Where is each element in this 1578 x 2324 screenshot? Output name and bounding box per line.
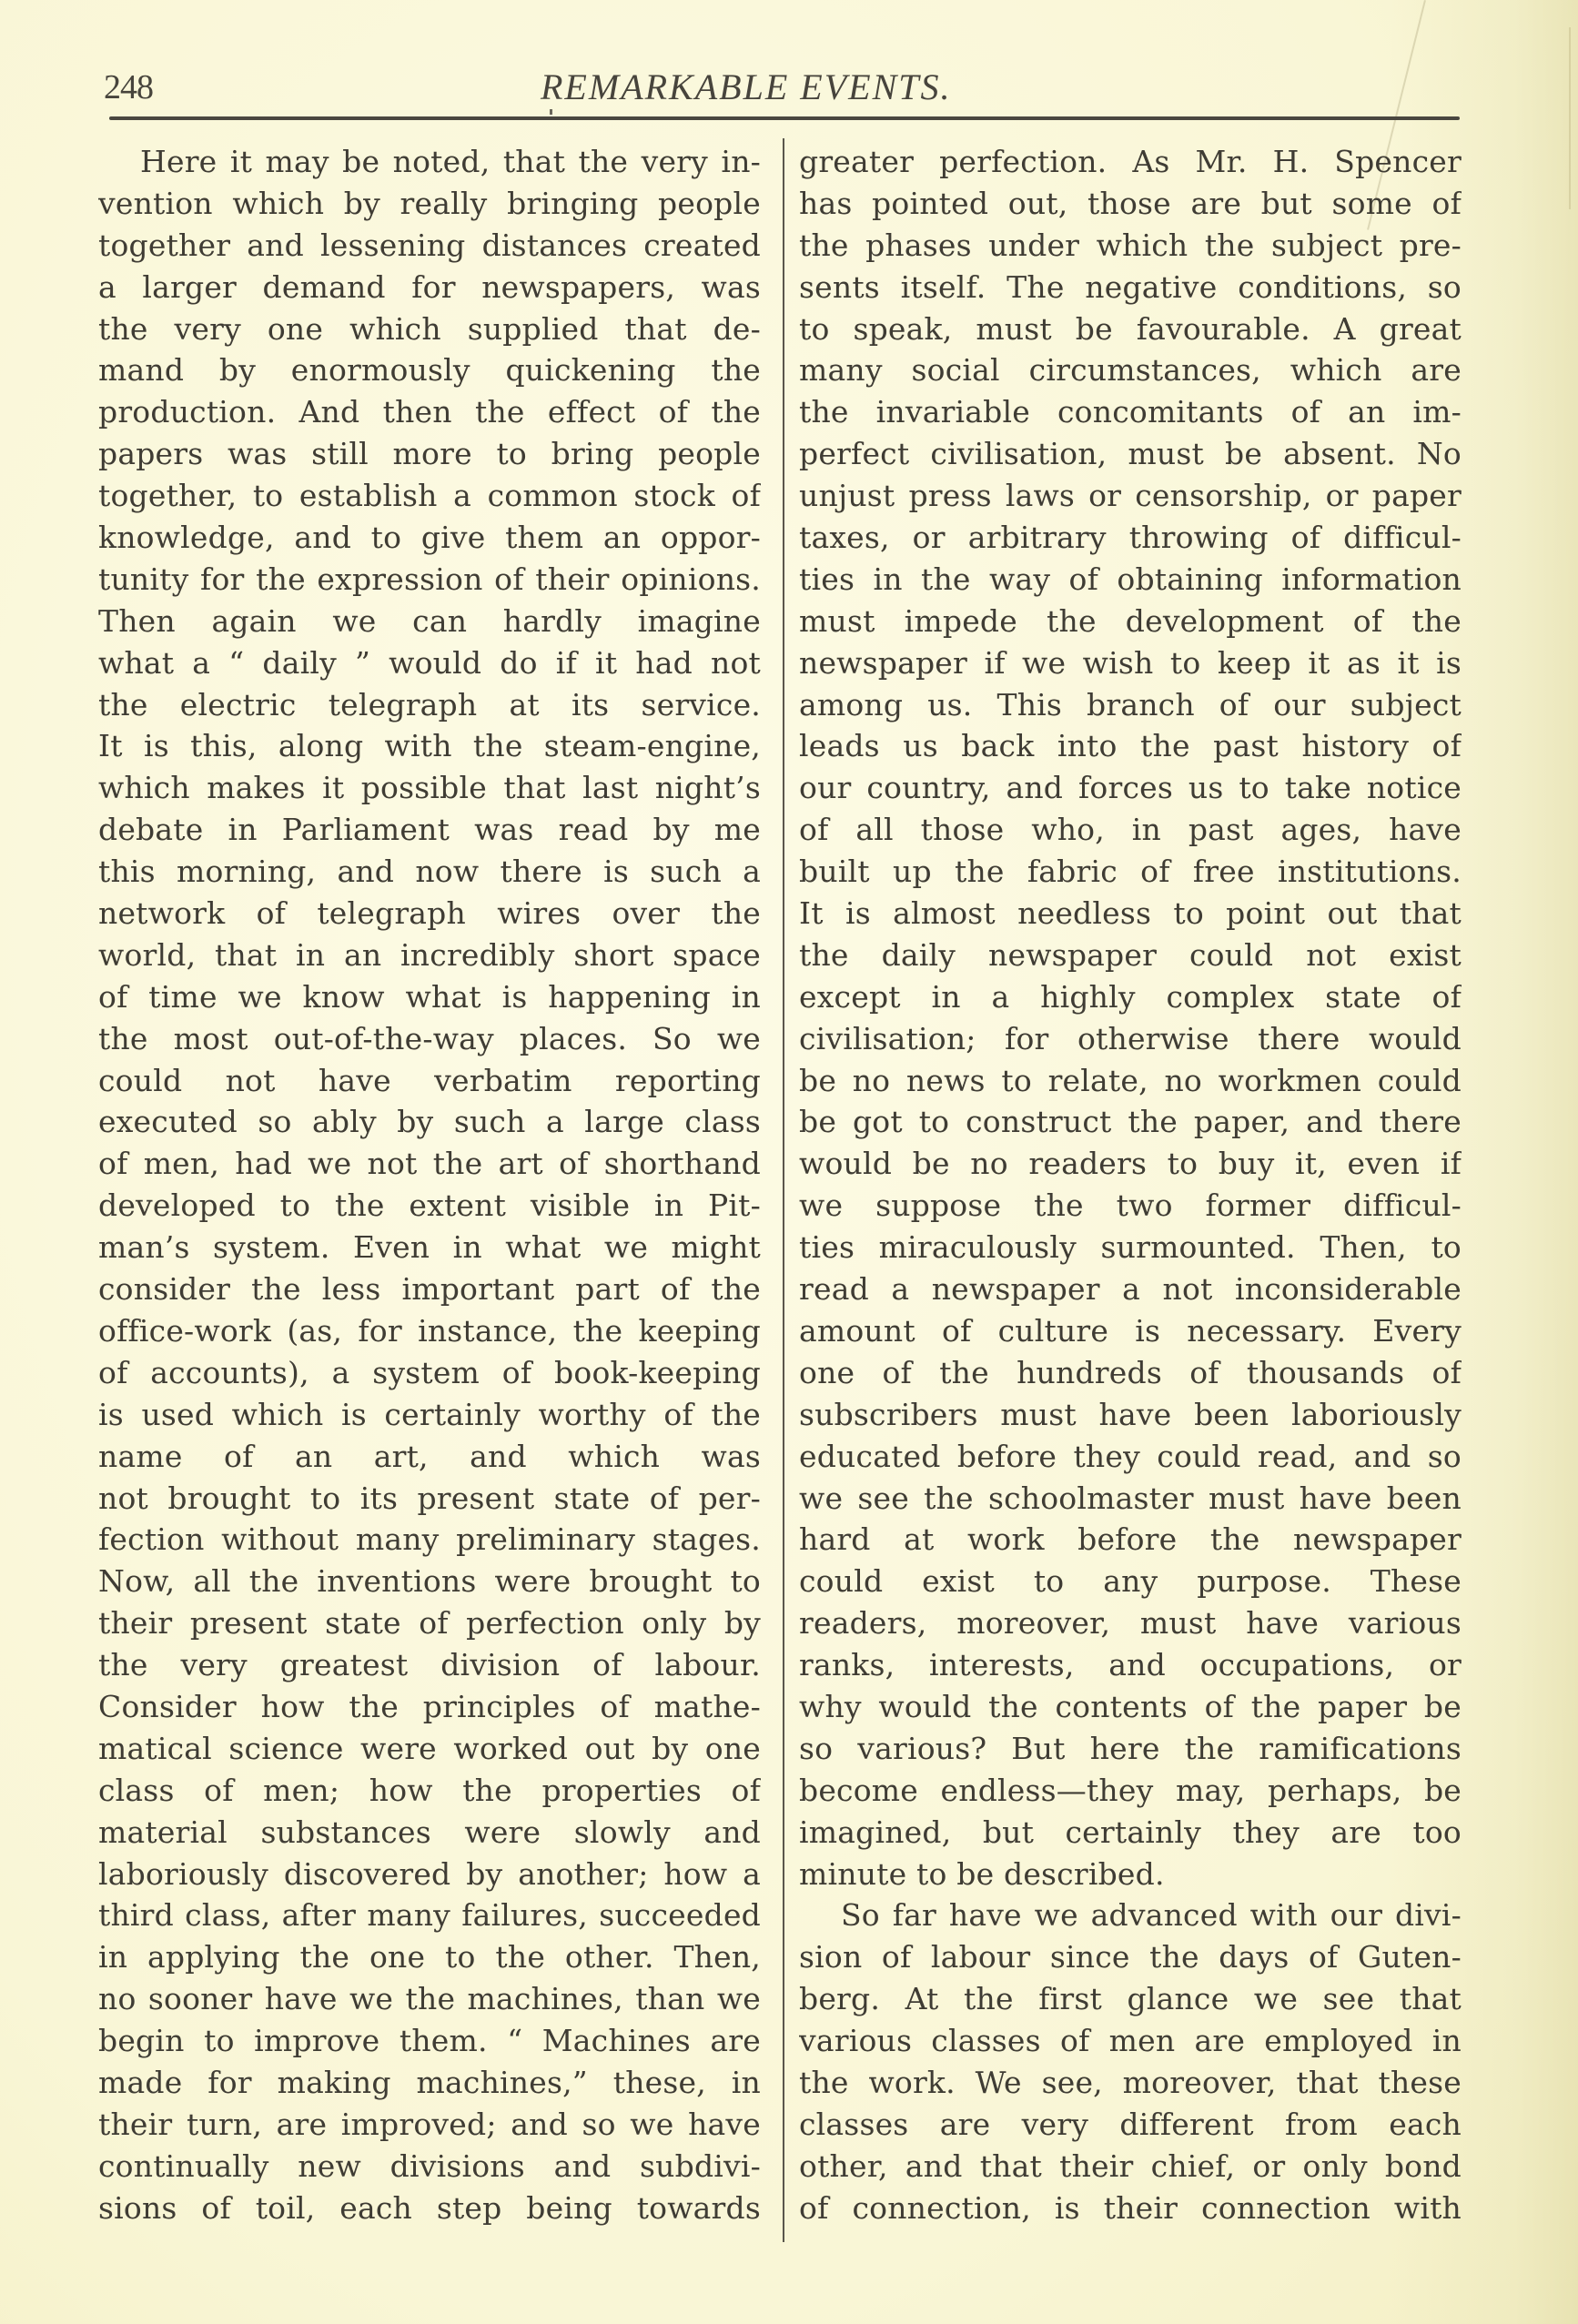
text-line	[799, 2020, 1462, 2062]
text-line-content: to speak, must be favourable. A great	[799, 310, 1462, 347]
text-line	[799, 1185, 1462, 1227]
text-line	[799, 1936, 1462, 1978]
text-line-content: mand by enormously quickening the	[98, 352, 761, 389]
text-line-content: amount of culture is necessary. Every	[799, 1312, 1462, 1349]
text-line-content: various classes of men are employed in	[799, 2023, 1462, 2059]
text-line-content: Then again we can hardly imagine	[98, 602, 761, 639]
left-column	[98, 141, 761, 2229]
text-line	[799, 642, 1462, 684]
running-title: REMARKABLE EVENTS.	[541, 66, 952, 107]
text-line	[98, 2104, 761, 2146]
text-line-content: so various? But here the ramifications	[799, 1730, 1462, 1766]
text-line	[799, 1018, 1462, 1060]
text-line	[799, 1561, 1462, 1602]
text-line-content: executed so ably by such a large class	[98, 1104, 761, 1140]
text-line	[799, 267, 1462, 308]
text-line-content: So far have we advanced with our divi-	[841, 1897, 1462, 1934]
text-line-content: sents itself. The negative conditions, so	[799, 268, 1462, 305]
text-line	[98, 2188, 761, 2229]
text-line-content: man’s system. Even in what we might	[98, 1229, 761, 1266]
text-line-content: our country, and forces us to take notice	[799, 770, 1462, 806]
text-line-content: their present state of perfection only by	[98, 1605, 761, 1642]
text-line	[799, 1854, 1462, 1895]
text-line-content: third class, after many failures, succeeded	[98, 1897, 761, 1934]
text-line	[799, 1770, 1462, 1812]
text-line	[98, 1602, 761, 1644]
text-line	[98, 1936, 761, 1978]
text-line	[799, 559, 1462, 601]
text-line-content: is used which is certainly worthy of the	[98, 1396, 761, 1432]
text-line-content: educated before they could read, and so	[799, 1438, 1462, 1474]
text-line-content: we see the schoolmaster must have been	[799, 1480, 1462, 1516]
text-line	[98, 2020, 761, 2062]
text-line-content: read a newspaper a not inconsiderable	[799, 1271, 1462, 1308]
text-line	[799, 2188, 1462, 2229]
text-line	[98, 684, 761, 726]
text-line-content: the very greatest division of labour.	[98, 1647, 761, 1683]
text-line	[799, 1268, 1462, 1310]
text-line-content: developed to the extent visible in Pit-	[98, 1187, 761, 1224]
text-line-content: would be no readers to buy it, even if	[799, 1146, 1462, 1182]
text-line	[799, 1060, 1462, 1102]
text-line-content: berg. At the first glance we see that	[799, 1981, 1462, 2017]
text-line	[98, 1436, 761, 1478]
text-line	[98, 642, 761, 684]
text-line	[98, 475, 761, 517]
text-line	[98, 1478, 761, 1520]
text-line-content: Now, all the inventions were brought to	[98, 1563, 761, 1600]
text-line-content: which makes it possible that last night’s	[98, 770, 761, 806]
text-line	[799, 1227, 1462, 1268]
text-line-content: except in a highly complex state of	[799, 978, 1462, 1015]
text-line	[98, 183, 761, 225]
text-line-content: taxes, or arbitrary throwing of difficul-	[799, 520, 1462, 556]
page-number: 248	[104, 68, 153, 106]
text-line	[799, 433, 1462, 475]
text-line	[98, 1519, 761, 1561]
text-line	[98, 1185, 761, 1227]
text-line	[98, 225, 761, 267]
text-line-content: tunity for the expression of their opinions.	[98, 561, 761, 597]
text-line-content: network of telegraph wires over the	[98, 895, 761, 932]
text-line	[98, 1310, 761, 1352]
text-line	[799, 183, 1462, 225]
text-line	[98, 1978, 761, 2020]
text-line-content: debate in Parliament was read by me	[98, 812, 761, 848]
text-line	[799, 1143, 1462, 1185]
text-line-content: in applying the one to the other. Then,	[98, 1939, 761, 1975]
text-line	[98, 1728, 761, 1770]
text-line	[98, 935, 761, 976]
text-line	[98, 2062, 761, 2104]
text-line	[98, 1060, 761, 1102]
text-line	[799, 1352, 1462, 1394]
text-line	[799, 1978, 1462, 2020]
text-line-content: not brought to its present state of per-	[98, 1480, 761, 1516]
text-line	[98, 1143, 761, 1185]
text-line	[799, 767, 1462, 809]
text-line	[799, 1310, 1462, 1352]
text-line-content: among us. This branch of our subject	[799, 686, 1462, 722]
text-line	[799, 1602, 1462, 1644]
text-line-content: the daily newspaper could not exist	[799, 936, 1462, 973]
text-line-content: unjust press laws or censorship, or paper	[799, 478, 1462, 514]
text-line	[799, 2062, 1462, 2104]
text-line-content: made for making machines,” these, in	[98, 2064, 761, 2100]
text-line	[799, 475, 1462, 517]
text-line-content: together and lessening distances created	[98, 227, 761, 263]
text-line-content: name of an art, and which was	[98, 1438, 761, 1474]
page-header	[0, 56, 1578, 111]
text-line-content: office-work (as, for instance, the keeping	[98, 1312, 761, 1349]
text-line	[98, 725, 761, 767]
text-line-content: a larger demand for newspapers, was	[98, 268, 761, 305]
text-line	[799, 225, 1462, 267]
text-line	[799, 1519, 1462, 1561]
text-line	[799, 1644, 1462, 1686]
text-line	[799, 1101, 1462, 1143]
text-line-content: world, that in an incredibly short space	[98, 936, 761, 973]
text-line	[98, 1018, 761, 1060]
text-line	[799, 809, 1462, 851]
text-line-content: of men, had we not the art of shorthand	[98, 1146, 761, 1182]
text-line-content: of all those who, in past ages, have	[799, 812, 1462, 848]
text-line	[799, 349, 1462, 391]
text-line	[799, 1436, 1462, 1478]
text-line	[98, 559, 761, 601]
text-line	[98, 433, 761, 475]
text-line	[98, 1394, 761, 1436]
text-line	[98, 767, 761, 809]
text-line	[799, 1478, 1462, 1520]
text-line	[799, 391, 1462, 433]
text-line-content: greater perfection. As Mr. H. Spencer	[799, 144, 1462, 179]
text-line-content: together, to establish a common stock of	[98, 478, 761, 514]
text-line-content: of time we know what is happening in	[98, 978, 761, 1015]
text-line-content: built up the fabric of free institutions.	[799, 854, 1462, 890]
text-line	[799, 935, 1462, 976]
text-line-content: Consider how the principles of mathe-	[98, 1688, 761, 1724]
text-line	[799, 308, 1462, 350]
text-line-content: subscribers must have been laboriously	[799, 1396, 1462, 1432]
text-line	[799, 1895, 1462, 1936]
text-line-content: begin to improve them. “ Machines are	[98, 2023, 761, 2059]
text-line	[98, 809, 761, 851]
text-line-content: other, and that their chief, or only bond	[799, 2147, 1462, 2184]
text-line-content: sion of labour since the days of Guten-	[799, 1939, 1462, 1975]
text-line-content: the phases under which the subject pre-	[799, 227, 1462, 263]
text-line-content: the most out-of-the-way places. So we	[98, 1020, 761, 1056]
rule-mark	[550, 109, 552, 115]
text-line	[98, 517, 761, 559]
text-line-content: knowledge, and to give them an oppor-	[98, 520, 761, 556]
text-line-content: become endless—they may, perhaps, be	[799, 1772, 1462, 1808]
text-line-content: could not have verbatim reporting	[98, 1062, 761, 1098]
text-line-content: be no news to relate, no workmen could	[799, 1062, 1462, 1098]
text-line-content: we suppose the two former difficul-	[799, 1187, 1462, 1224]
text-line	[98, 1227, 761, 1268]
text-line-content: It is this, along with the steam-engine,	[98, 728, 761, 764]
text-line	[98, 1895, 761, 1936]
text-line-content: sions of toil, each step being towards	[98, 2189, 761, 2226]
text-line	[799, 1728, 1462, 1770]
page-edge	[1569, 27, 1571, 209]
text-line-content: matical science were worked out by one	[98, 1730, 761, 1766]
right-column	[799, 141, 1462, 2229]
text-line-content: material substances were slowly and	[98, 1814, 761, 1850]
text-line	[98, 1352, 761, 1394]
text-line-content: this morning, and now there is such a	[98, 854, 761, 890]
text-line-content: the very one which supplied that de-	[98, 310, 761, 347]
text-line-content: papers was still more to bring people	[98, 436, 761, 472]
text-line-content: the work. We see, moreover, that these	[799, 2064, 1462, 2100]
text-line-content: hard at work before the newspaper	[799, 1521, 1462, 1558]
text-line-content: the electric telegraph at its service.	[98, 686, 761, 722]
text-line-content: minute to be described.	[799, 1855, 1165, 1892]
text-line	[799, 976, 1462, 1018]
text-line-content: imagined, but certainly they are too	[799, 1814, 1462, 1850]
text-line-content: laboriously discovered by another; how a	[98, 1855, 761, 1892]
text-line-content: of connection, is their connection with	[799, 2189, 1462, 2226]
text-line-content: fection without many preliminary stages.	[98, 1521, 761, 1558]
text-line	[98, 1770, 761, 1812]
text-line	[799, 893, 1462, 935]
text-line	[98, 349, 761, 391]
text-line-content: many social circumstances, which are	[799, 352, 1462, 389]
text-line	[98, 391, 761, 433]
text-line-content: newspaper if we wish to keep it as it is	[799, 644, 1462, 681]
column-divider	[783, 138, 784, 2242]
text-line-content: consider the less important part of the	[98, 1271, 761, 1308]
text-line-content: of accounts), a system of book-keeping	[98, 1354, 761, 1390]
text-line	[98, 2146, 761, 2188]
text-line	[98, 1561, 761, 1602]
text-line-content: vention which by really bringing people	[98, 185, 761, 221]
text-line-content: why would the contents of the paper be	[799, 1688, 1462, 1724]
text-line-content: what a “ daily ” would do if it had not	[98, 644, 761, 681]
text-line-content: must impede the development of the	[799, 602, 1462, 639]
text-line-content: ties in the way of obtaining information	[799, 561, 1462, 597]
text-line	[98, 893, 761, 935]
text-line-content: continually new divisions and subdivi-	[98, 2147, 761, 2184]
text-line-content: no sooner have we the machines, than we	[98, 1981, 761, 2017]
text-line-content: civilisation; for otherwise there would	[799, 1020, 1462, 1056]
text-line	[98, 851, 761, 893]
text-line	[98, 1854, 761, 1895]
text-line	[799, 141, 1462, 183]
text-line	[799, 2146, 1462, 2188]
text-line-content: has pointed out, those are but some of	[799, 185, 1462, 221]
text-line	[799, 725, 1462, 767]
text-line	[799, 1812, 1462, 1854]
text-line-content: ranks, interests, and occupations, or	[799, 1647, 1462, 1683]
text-line-content: readers, moreover, must have various	[799, 1605, 1462, 1642]
text-line-content: be got to construct the paper, and there	[799, 1104, 1462, 1140]
header-rule	[109, 116, 1460, 120]
text-line-content: class of men; how the properties of	[98, 1772, 761, 1808]
text-line-content: the invariable concomitants of an im-	[799, 394, 1462, 430]
text-line-content: could exist to any purpose. These	[799, 1563, 1462, 1600]
text-line	[799, 684, 1462, 726]
text-line-content: It is almost needless to point out that	[799, 895, 1462, 932]
text-line-content: perfect civilisation, must be absent. No	[799, 436, 1462, 472]
text-line-content: their turn, are improved; and so we have	[98, 2106, 761, 2142]
text-line	[799, 2104, 1462, 2146]
text-line	[98, 267, 761, 308]
text-line-content: classes are very different from each	[799, 2106, 1462, 2142]
text-line	[799, 1394, 1462, 1436]
text-line	[799, 601, 1462, 642]
text-line-content: Here it may be noted, that the very in-	[140, 144, 761, 179]
text-line	[98, 141, 761, 183]
text-line	[799, 517, 1462, 559]
text-line	[98, 1686, 761, 1728]
text-line	[799, 1686, 1462, 1728]
text-line-content: leads us back into the past history of	[799, 728, 1462, 764]
text-line	[98, 1812, 761, 1854]
text-line	[98, 1268, 761, 1310]
text-line	[98, 1644, 761, 1686]
text-line	[98, 1101, 761, 1143]
text-line-content: production. And then the effect of the	[98, 394, 761, 430]
text-line	[98, 976, 761, 1018]
text-line	[98, 601, 761, 642]
text-line	[98, 308, 761, 350]
text-line	[799, 851, 1462, 893]
text-line-content: ties miraculously surmounted. Then, to	[799, 1229, 1462, 1266]
text-line-content: one of the hundreds of thousands of	[799, 1354, 1462, 1390]
